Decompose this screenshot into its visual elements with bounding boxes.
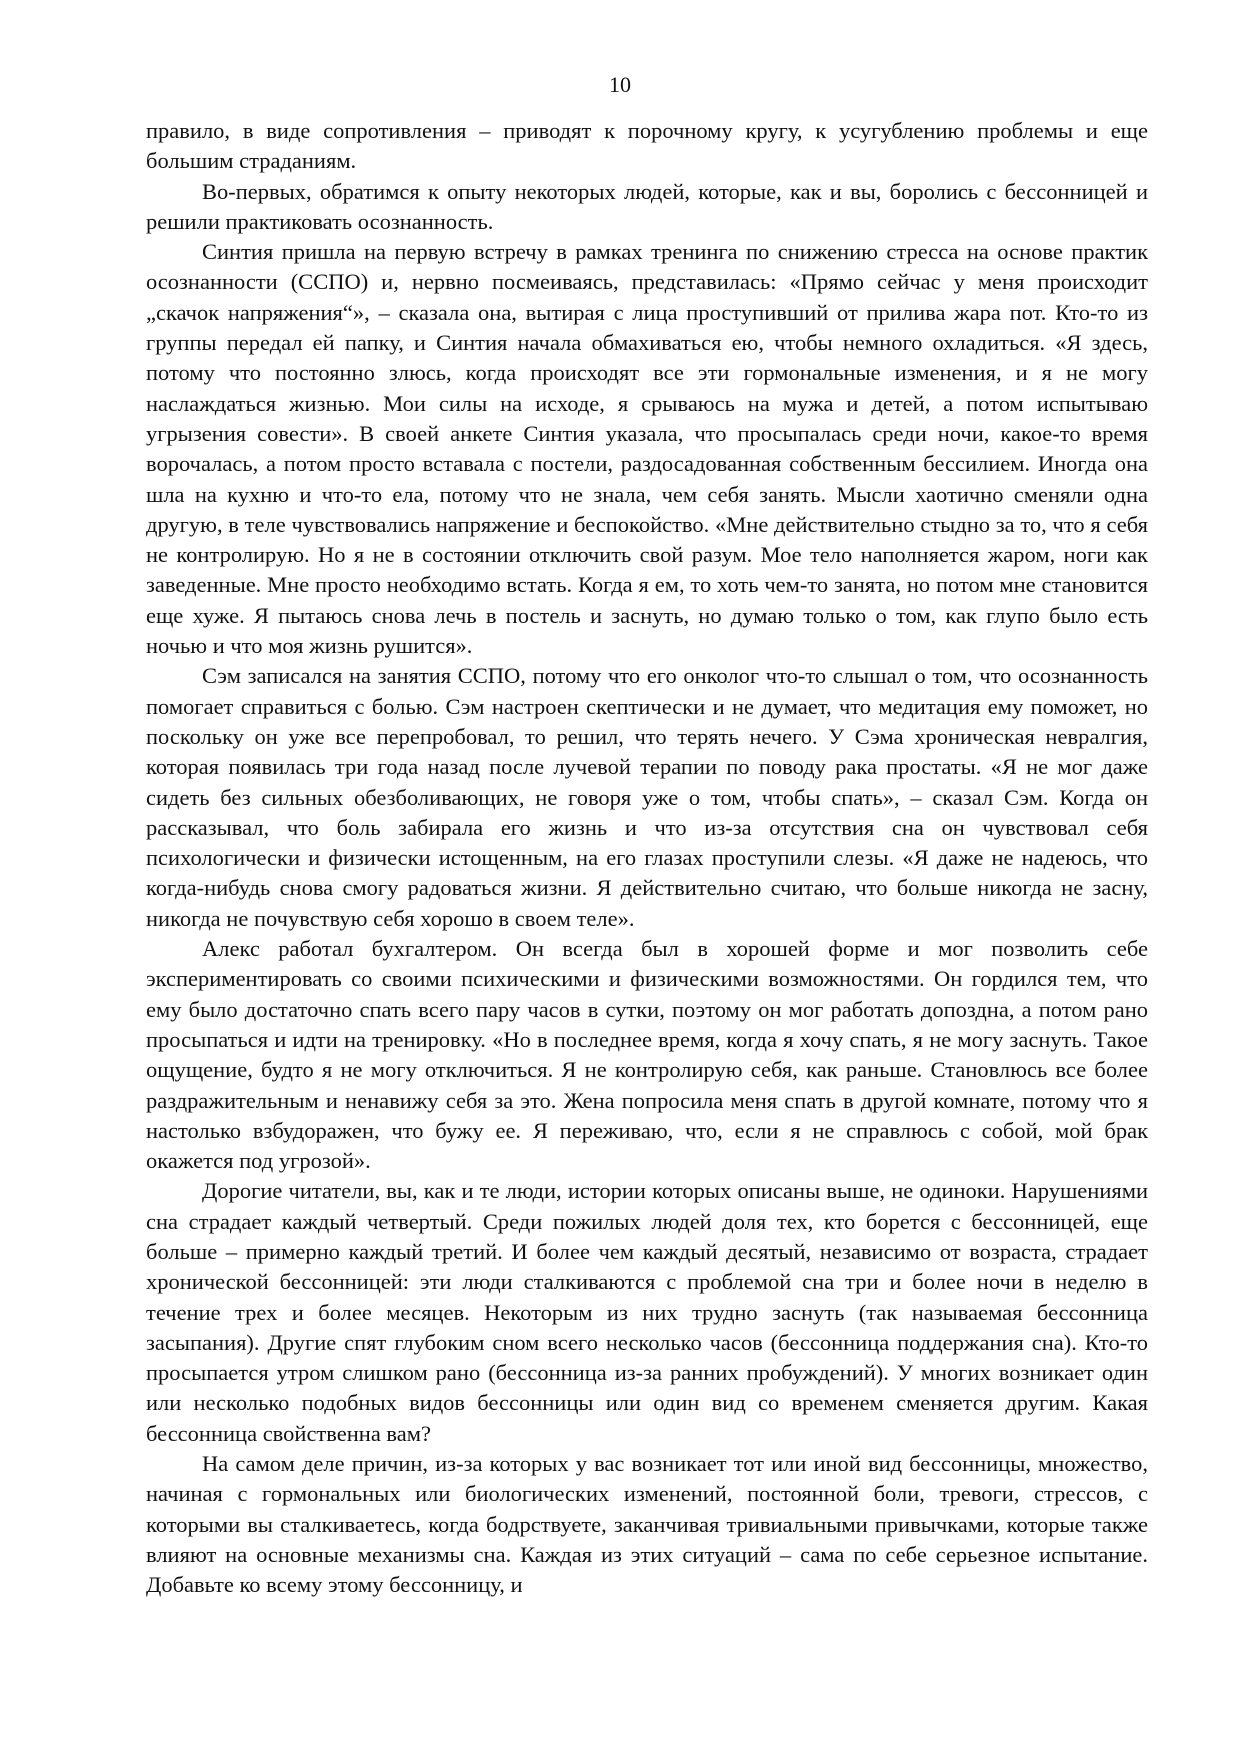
body-text bbox=[146, 116, 1148, 1601]
paragraph-continuation: правило, в виде сопротивления – приводят к порочному кругу, к усугублению проблемы и еще большим страданиям. bbox=[146, 118, 1148, 174]
page-number: 10 bbox=[609, 72, 631, 97]
paragraph-cynthia: Синтия пришла на первую встречу в рамках тренинга по снижению стресса на основе практик осознанности (ССПО) и, нервно посмеиваясь, представилась: «Прямо сейчас у меня происходит „скачок напряжения“», – сказала она, вытирая с лица проступивший от прилива жара пот. Кто-то из группы передал ей папку, и Синтия начала обмахиваться ею, чтобы немного охладиться. «Я здесь, потому что постоянно злюсь, когда происходят все эти гормональные изменения, и я не могу наслаждаться жизнью. Мои силы на исходе, я срываюсь на мужа и детей, а потом испытываю угрызения совести». В своей анкете Синтия указала, что просыпалась среди ночи, какое-то время ворочалась, а потом просто вставала с постели, раздосадованная собственным бессилием. Иногда она шла на кухню и что-то ела, потому что не знала, чем себя занять. Мысли хаотично сменяли одна другую, в теле чувствовались напряжение и беспокойство. «Мне действительно стыдно за то, что я себя не контролирую. Но я не в состоянии отключить свой разум. Мое тело наполняется жаром, ноги как заведенные. Мне просто необходимо встать. Когда я ем, то хоть чем-то занята, но потом мне становится еще хуже. Я пытаюсь снова лечь в постель и заснуть, но думаю только о том, как глупо было есть ночью и что моя жизнь рушится». bbox=[146, 239, 1148, 659]
paragraph-alex: Алекс работал бухгалтером. Он всегда был в хорошей форме и мог позволить себе экспериментировать со своими психическими и физическими возможностями. Он гордился тем, что ему было достаточно спать всего пару часов в сутки, поэтому он мог работать допоздна, а потом рано просыпаться и идти на тренировку. «Но в последнее время, когда я хочу спать, я не могу заснуть. Такое ощущение, будто я не могу отключиться. Я не контролирую себя, как раньше. Становлюсь все более раздражительным и ненавижу себя за это. Жена попросила меня спать в другой комнате, потому что я настолько взбудоражен, что бужу ее. Я переживаю, что, если я не справлюсь с собой, мой брак окажется под угрозой». bbox=[146, 936, 1148, 1174]
paragraph-intro: Во-первых, обратимся к опыту некоторых людей, которые, как и вы, боролись с бессонницей и решили практиковать осознанность. bbox=[146, 178, 1148, 234]
paragraph-readers: Дорогие читатели, вы, как и те люди, истории которых описаны выше, не одиноки. Нарушениями сна страдает каждый четвертый. Среди пожилых людей доля тех, кто борется с бессонницей, еще больше – примерно каждый третий. И более чем каждый десятый, независимо от возраста, страдает хронической бессонницей: эти люди сталкиваются с проблемой сна три и более ночи в неделю в течение трех и более месяцев. Некоторым из них трудно заснуть (так называемая бессонница засыпания). Другие спят глубоким сном всего несколько часов (бессонница поддержания сна). Кто-то просыпается утром слишком рано (бессонница из-за ранних пробуждений). У многих возникает один или несколько подобных видов бессонницы или один вид со временем сменяется другим. Какая бессонница свойственна вам? bbox=[146, 1178, 1148, 1446]
paragraph-causes: На самом деле причин, из-за которых у вас возникает тот или иной вид бессонницы, множество, начиная с гормональных или биологических изменений, постоянной боли, тревоги, стрессов, с которыми вы сталкиваетесь, когда бодрствуете, заканчивая тривиальными привычками, которые также влияют на основные механизмы сна. Каждая из этих ситуаций – сама по себе серьезное испытание. Добавьте ко всему этому бессонницу, и bbox=[146, 1451, 1148, 1598]
paragraph-sam: Сэм записался на занятия ССПО, потому что его онколог что-то слышал о том, что осознанность помогает справиться с болью. Сэм настроен скептически и не думает, что медитация ему поможет, но поскольку он уже все перепробовал, то решил, что терять нечего. У Сэма хроническая невралгия, которая появилась три года назад после лучевой терапии по поводу рака простаты. «Я не мог даже сидеть без сильных обезболивающих, не говоря уже о том, чтобы спать», – сказал Сэм. Когда он рассказывал, что боль забирала его жизнь и что из-за отсутствия сна он чувствовал себя психологически и физически истощенным, на его глазах проступили слезы. «Я даже не надеюсь, что когда-нибудь снова смогу радоваться жизни. Я действительно считаю, что больше никогда не засну, никогда не почувствую себя хорошо в своем теле». bbox=[146, 663, 1148, 931]
